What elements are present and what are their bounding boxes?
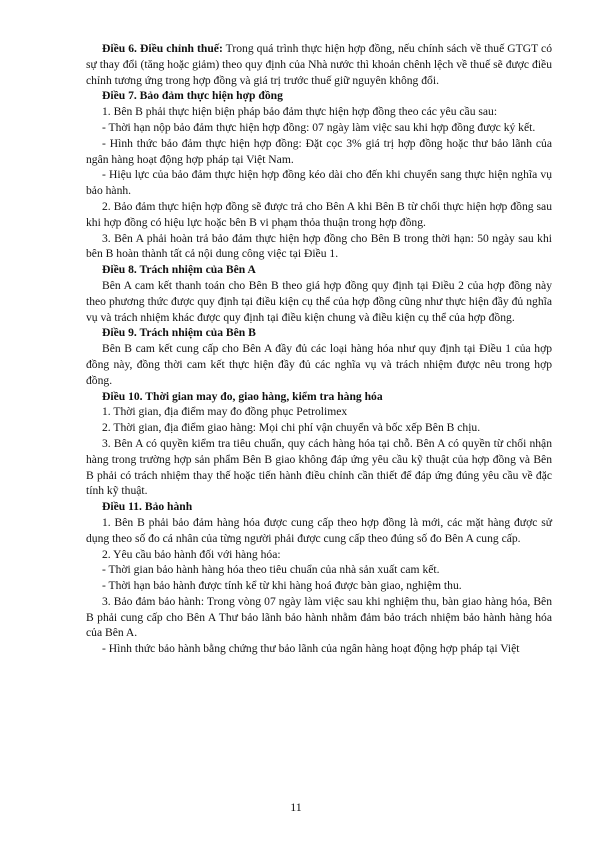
article-10-paragraph: 3. Bên A có quyền kiểm tra tiêu chuẩn, quy cách hàng hóa tại chỗ. Bên A có quyền từ chối nhận hàng trong trường hợp sản phẩm Bên B giao không đáp ứng yêu cầu kỹ thuật của hợp đồng và Bên B phải có trách nhiệm thay thế hoặc tiến hành điều chỉnh cần thiết để đáp ứng đúng yêu cầu về đặc tính kỹ thuật.	[86, 436, 552, 498]
article-7-paragraph: 1. Bên B phải thực hiện biện pháp bảo đảm thực hiện hợp đồng theo các yêu cầu sau:	[102, 105, 498, 119]
article-11-paragraph: 1. Bên B phải bảo đảm hàng hóa được cung cấp theo hợp đồng là mới, các mặt hàng được sử dụng theo số đo cá nhân của từng người phải được cung cấp theo đúng số đo Bên A cung cấp.	[86, 515, 552, 545]
article-7-paragraph: - Hình thức bảo đảm thực hiện hợp đồng: Đặt cọc 3% giá trị hợp đồng hoặc thư bảo lãnh của ngân hàng hoạt động hợp pháp tại Việt Nam.	[86, 136, 552, 166]
article-7-heading: Điều 7. Bảo đảm thực hiện hợp đồng	[102, 89, 283, 103]
article-11-paragraph: - Hình thức bảo hành bằng chứng thư bảo lãnh của ngân hàng hoạt động hợp pháp tại Việt	[102, 642, 520, 656]
article-9-paragraph: Bên B cam kết cung cấp cho Bên A đầy đủ các loại hàng hóa như quy định tại Điều 1 của hợp đồng này, đồng thời cam kết thực hiện đầy đủ các nghĩa vụ và trách nhiệm được nêu trong hợp đồng.	[86, 342, 552, 387]
article-8-paragraph: Bên A cam kết thanh toán cho Bên B theo giá hợp đồng quy định tại Điều 2 của hợp đồng này theo phương thức được quy định tại điều kiện cụ thể của hợp đồng cũng như thực hiện đầy đủ nghĩa vụ và trách nhiệm khác được quy định tại điều kiện chung và điều kiện cụ thể của hợp đồng.	[86, 278, 552, 324]
article-6-text: Trong quá trình thực hiện hợp đồng, nếu chính sách về thuế GTGT có sự thay đổi (tăng hoặc giảm) theo quy định của Nhà nước thì khoản chênh lệch về thuế sẽ được điều chỉnh tương ứng trong hợp đồng và giá trị trước thuế giữ nguyên không đổi.	[86, 42, 553, 87]
article-6-paragraph	[86, 41, 552, 88]
document-body	[86, 41, 552, 657]
article-11-paragraph: - Thời hạn bảo hành được tính kể từ khi hàng hoá được bàn giao, nghiệm thu.	[102, 579, 462, 593]
article-11-paragraph: 3. Bảo đảm bảo hành: Trong vòng 07 ngày làm việc sau khi nghiệm thu, bàn giao hàng hóa, Bên B phải cung cấp cho Bên A Thư bảo lãnh bảo hành nhằm đảm bảo trách nhiệm bảo hành hàng hóa của Bên A.	[86, 594, 552, 640]
article-9-heading: Điều 9. Trách nhiệm của Bên B	[102, 326, 256, 340]
page-number: 11	[290, 800, 302, 814]
article-11-paragraph: 2. Yêu cầu bảo hành đối với hàng hóa:	[102, 547, 281, 561]
article-8-heading: Điều 8. Trách nhiệm của Bên A	[102, 263, 256, 277]
article-10-paragraph: 2. Thời gian, địa điểm giao hàng: Mọi chi phí vận chuyển và bốc xếp Bên B chịu.	[102, 421, 481, 435]
article-7-paragraph: 3. Bên A phải hoàn trả bảo đảm thực hiện hợp đồng cho Bên B trong thời hạn: 50 ngày sau khi bên B hoàn thành tất cả nội dung công việc tại Điều 1.	[86, 231, 552, 261]
article-10-heading: Điều 10. Thời gian may đo, giao hàng, kiểm tra hàng hóa	[102, 389, 383, 403]
article-7-paragraph: - Thời hạn nộp bảo đảm thực hiện hợp đồng: 07 ngày làm việc sau khi hợp đồng được ký kết.	[102, 120, 536, 134]
article-7-paragraph: 2. Bảo đảm thực hiện hợp đồng sẽ được trả cho Bên A khi Bên B từ chối thực hiện hợp đồng sau khi hợp đồng có hiệu lực hoặc bên B vi phạm thỏa thuận trong hợp đồng.	[86, 199, 552, 229]
article-11-heading: Điều 11. Bảo hành	[102, 500, 193, 514]
article-11-paragraph: - Thời gian bảo hành hàng hóa theo tiêu chuẩn của nhà sản xuất cam kết.	[102, 563, 440, 577]
article-7-paragraph: - Hiệu lực của bảo đảm thực hiện hợp đồng kéo dài cho đến khi chuyển sang thực hiện nghĩa vụ bảo hành.	[86, 168, 552, 198]
article-6-heading: Điều 6. Điều chỉnh thuế:	[102, 42, 223, 55]
article-10-paragraph: 1. Thời gian, địa điểm may đo đồng phục Petrolimex	[102, 405, 348, 419]
